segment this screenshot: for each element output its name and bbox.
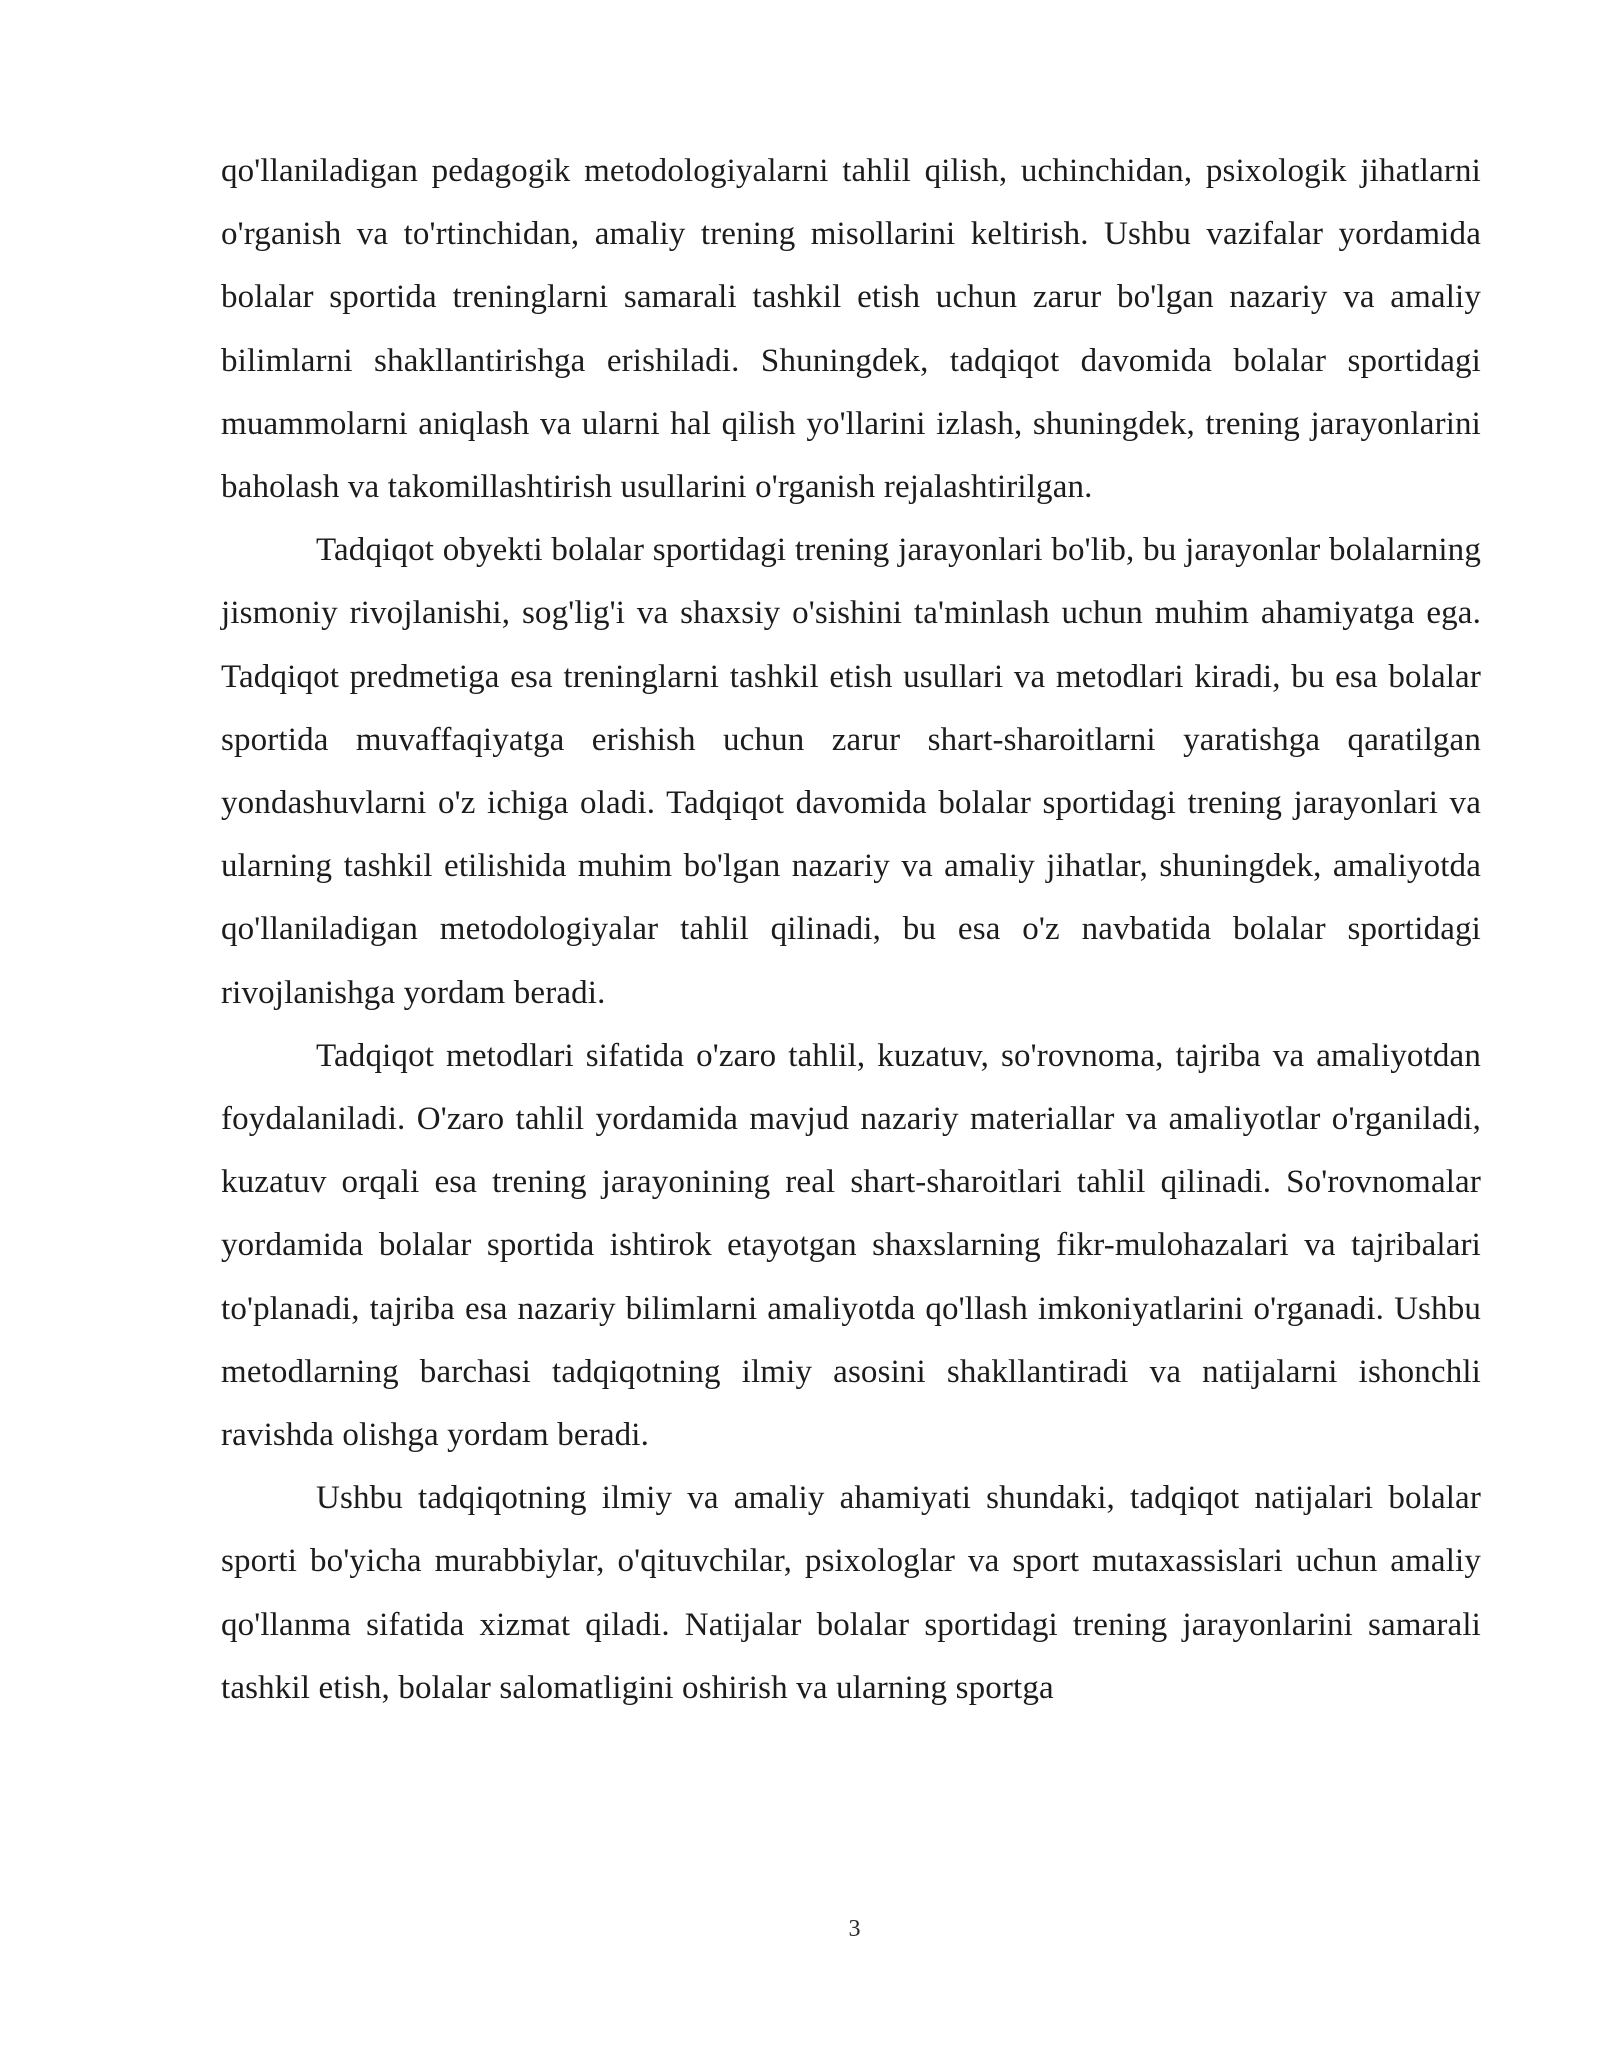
paragraph-research-object: Tadqiqot obyekti bolalar sportidagi trening jarayonlari bo'lib, bu jarayonlar bolalarning jismoniy rivojlanishi, sog'lig'i va shaxsiy o'sishini ta'minlash uchun muhim ahamiyatga ega. Tadqiqot predmetiga esa treninglarni tashkil etish usullari va metodlari kiradi, bu esa bolalar sportida muvaffaqiyatga erishish uchun zarur shart-sharoitlarni yaratishga qaratilgan yondashuvlarni o'z ichiga oladi. Tadqiqot davomida bolalar sportidagi trening jarayonlari va ularning tashkil etilishida muhim bo'lgan nazariy va amaliy jihatlar, shuningdek, amaliyotda qo'llaniladigan metodologiyalar tahlil qilinadi, bu esa o'z navbatida bolalar sportidagi rivojlanishga yordam beradi. <box>221 532 1481 1011</box>
page-number: 3 <box>848 1916 861 1942</box>
body-text <box>221 140 1481 1720</box>
paragraph-research-methods: Tadqiqot metodlari sifatida o'zaro tahlil, kuzatuv, so'rovnoma, tajriba va amaliyotdan foydalaniladi. O'zaro tahlil yordamida mavjud nazariy materiallar va amaliyotlar o'rganiladi, kuzatuv orqali esa trening jarayonining real shart-sharoitlari tahlil qilinadi. So'rovnomalar yordamida bolalar sportida ishtirok etayotgan shaxslarning fikr-mulohazalari va tajribalari to'planadi, tajriba esa nazariy bilimlarni amaliyotda qo'llash imkoniyatlarini o'rganadi. Ushbu metodlarning barchasi tadqiqotning ilmiy asosini shakllantiradi va natijalarni ishonchli ravishda olishga yordam beradi. <box>221 1037 1481 1454</box>
paragraph-continuation: qo'llaniladigan pedagogik metodologiyalarni tahlil qilish, uchinchidan, psixologik jihatlarni o'rganish va to'rtinchidan, amaliy trening misollarini keltirish. Ushbu vazifalar yordamida bolalar sportida treninglarni samarali tashkil etish uchun zarur bo'lgan nazariy va amaliy bilimlarni shakllantirishga erishiladi. Shuningdek, tadqiqot davomida bolalar sportidagi muammolarni aniqlash va ularni hal qilish yo'llarini izlash, shuningdek, trening jarayonlarini baholash va takomillashtirish usullarini o'rganish rejalashtirilgan. <box>221 153 1481 506</box>
paragraph-significance: Ushbu tadqiqotning ilmiy va amaliy ahamiyati shundaki, tadqiqot natijalari bolalar sporti bo'yicha murabbiylar, o'qituvchilar, psixologlar va sport mutaxassislari uchun amaliy qo'llanma sifatida xizmat qiladi. Natijalar bolalar sportidagi trening jarayonlarini samarali tashkil etish, bolalar salomatligini oshirish va ularning sportga <box>221 1480 1481 1706</box>
